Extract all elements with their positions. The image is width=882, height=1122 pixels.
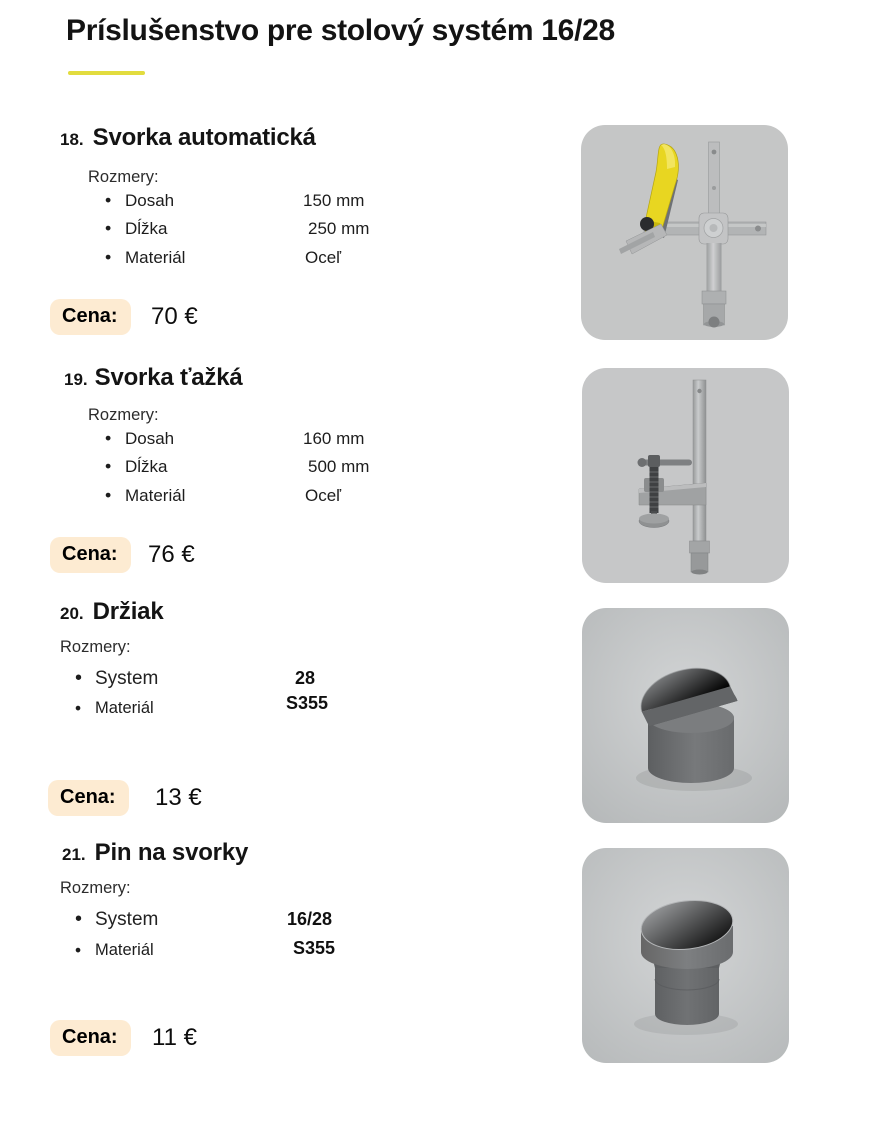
dimensions-label: Rozmery: — [60, 638, 131, 656]
spec-value: Oceľ — [305, 248, 342, 267]
spec-row — [75, 693, 435, 718]
product-heading — [60, 598, 163, 626]
product-number: 20. — [60, 604, 84, 623]
spec-label: Materiál — [125, 486, 186, 505]
spec-label: System — [95, 909, 159, 930]
price-label: Cena: — [62, 1026, 118, 1048]
product-image-pin — [582, 848, 789, 1063]
product-heading — [62, 839, 248, 867]
spec-row — [75, 909, 435, 931]
spec-label: Dĺžka — [125, 457, 168, 476]
spec-label: Dosah — [125, 191, 175, 210]
spec-value: S355 — [286, 693, 329, 713]
price-label: Cena: — [60, 786, 116, 808]
product-number: 19. — [64, 370, 88, 389]
price-badge — [50, 299, 131, 335]
price-badge — [50, 537, 131, 573]
spec-value: 150 mm — [303, 191, 365, 210]
spec-label: Dosah — [125, 429, 175, 448]
product-image-holder — [582, 608, 789, 823]
page-title: Príslušenstvo pre stolový systém 16/28 — [66, 14, 615, 47]
title-accent-underline — [68, 71, 145, 75]
product-name: Svorka ťažká — [94, 364, 243, 391]
price-value: 13 € — [155, 784, 202, 811]
product-image-heavy-clamp — [582, 368, 789, 583]
spec-label: System — [95, 668, 159, 689]
spec-row — [75, 938, 435, 960]
spec-row — [105, 248, 465, 268]
product-heading — [64, 364, 243, 392]
price-value: 11 € — [152, 1024, 197, 1051]
product-name: Držiak — [92, 598, 164, 625]
spec-row — [105, 429, 465, 449]
price-label: Cena: — [62, 305, 118, 327]
spec-value: Oceľ — [305, 486, 342, 505]
spec-value: 16/28 — [287, 909, 333, 929]
price-badge — [50, 1020, 131, 1056]
spec-row — [105, 191, 465, 211]
spec-label: Dĺžka — [125, 219, 168, 238]
product-name: Svorka automatická — [92, 124, 316, 151]
spec-value: S355 — [293, 938, 336, 958]
spec-label: Materiál — [95, 699, 154, 717]
price-value: 76 € — [148, 541, 195, 568]
spec-row — [105, 486, 465, 506]
spec-value: 160 mm — [303, 429, 365, 448]
spec-value: 500 mm — [308, 457, 370, 476]
product-number: 18. — [60, 130, 84, 149]
price-value: 70 € — [151, 303, 198, 330]
product-image-automatic-clamp — [581, 125, 788, 340]
spec-row — [105, 219, 465, 239]
spec-row — [75, 668, 435, 690]
product-heading — [60, 124, 316, 152]
product-number: 21. — [62, 845, 86, 864]
spec-label: Materiál — [95, 941, 154, 959]
dimensions-label: Rozmery: — [88, 406, 159, 424]
spec-value: 28 — [295, 668, 316, 688]
product-name: Pin na svorky — [94, 839, 249, 866]
spec-row — [105, 457, 465, 477]
price-badge — [48, 780, 129, 816]
dimensions-label: Rozmery: — [60, 879, 131, 897]
spec-label: Materiál — [125, 248, 186, 267]
dimensions-label: Rozmery: — [88, 168, 159, 186]
price-label: Cena: — [62, 543, 118, 565]
spec-value: 250 mm — [308, 219, 370, 238]
